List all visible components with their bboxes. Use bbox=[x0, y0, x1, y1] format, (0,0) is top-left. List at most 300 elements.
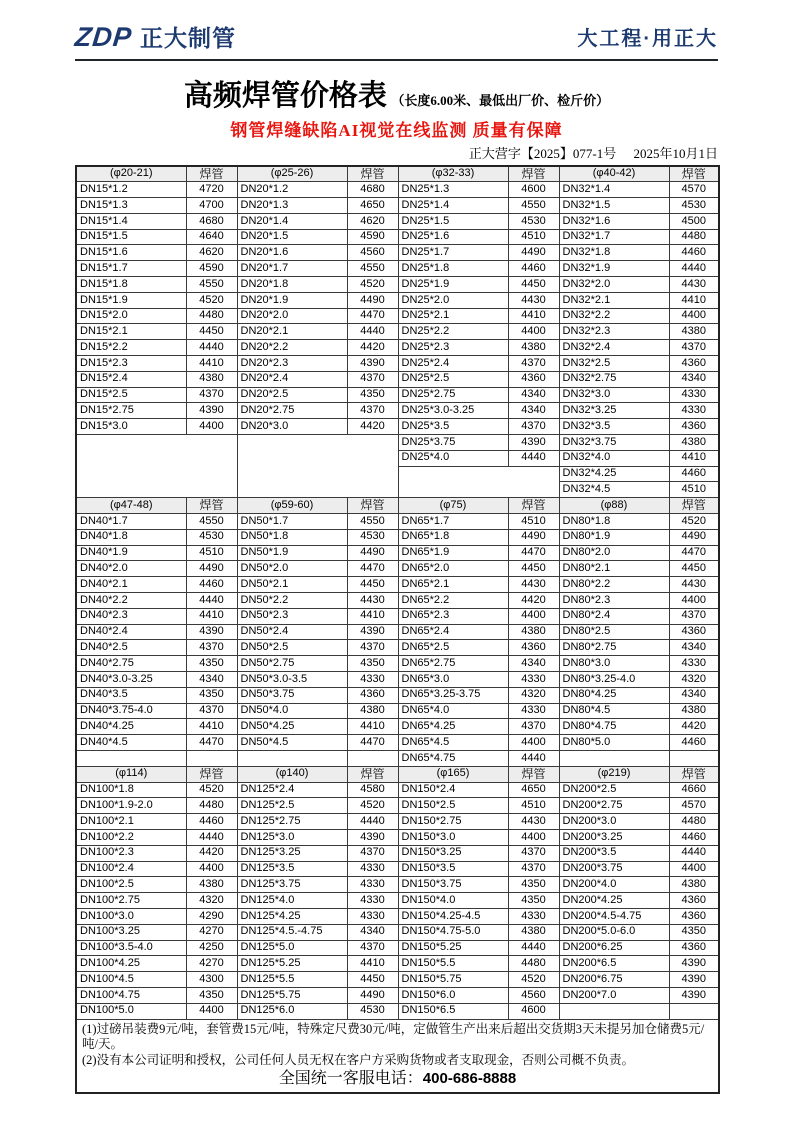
table-row bbox=[76, 624, 719, 640]
table-row bbox=[76, 940, 719, 956]
price-cell: 4510 bbox=[669, 482, 719, 498]
price-cell: 4350 bbox=[508, 877, 559, 893]
spec-cell: DN20*1.9 bbox=[237, 292, 347, 308]
spec-cell: DN125*6.0 bbox=[237, 1003, 347, 1019]
spec-cell: DN65*4.25 bbox=[398, 719, 508, 735]
price-cell: 4470 bbox=[186, 735, 237, 751]
price-cell: 4460 bbox=[186, 577, 237, 593]
spec-cell: DN32*2.3 bbox=[559, 324, 669, 340]
spec-cell: DN32*1.8 bbox=[559, 245, 669, 261]
spec-cell: DN32*1.6 bbox=[559, 213, 669, 229]
price-column-header: 焊管 bbox=[347, 498, 398, 514]
price-cell: 4550 bbox=[347, 514, 398, 530]
spec-cell: DN20*1.8 bbox=[237, 277, 347, 293]
price-cell: 4360 bbox=[669, 908, 719, 924]
price-cell: 4470 bbox=[347, 561, 398, 577]
empty-spec-cell bbox=[559, 1003, 669, 1019]
table-row bbox=[76, 514, 719, 530]
empty-price-cell bbox=[669, 1003, 719, 1019]
diameter-group-header: (φ219) bbox=[559, 766, 669, 782]
spec-cell: DN80*1.9 bbox=[559, 529, 669, 545]
spec-cell: DN40*1.7 bbox=[76, 514, 186, 530]
spec-cell: DN50*1.7 bbox=[237, 514, 347, 530]
price-cell: 4470 bbox=[347, 735, 398, 751]
spec-cell: DN25*1.4 bbox=[398, 198, 508, 214]
price-cell: 4440 bbox=[347, 324, 398, 340]
price-cell: 4350 bbox=[508, 893, 559, 909]
price-cell: 4380 bbox=[186, 877, 237, 893]
price-cell: 4340 bbox=[347, 924, 398, 940]
spec-cell: DN65*2.5 bbox=[398, 640, 508, 656]
price-cell: 4450 bbox=[508, 561, 559, 577]
price-cell: 4530 bbox=[508, 213, 559, 229]
spec-cell: DN20*2.3 bbox=[237, 356, 347, 372]
table-row bbox=[76, 213, 719, 229]
spec-cell: DN15*1.9 bbox=[76, 292, 186, 308]
price-cell: 4420 bbox=[669, 719, 719, 735]
spec-cell: DN50*2.5 bbox=[237, 640, 347, 656]
price-cell: 4340 bbox=[508, 387, 559, 403]
table-row bbox=[76, 829, 719, 845]
price-cell: 4440 bbox=[508, 940, 559, 956]
price-cell: 4350 bbox=[186, 656, 237, 672]
title-main: 高频焊管价格表 bbox=[183, 80, 387, 112]
spec-cell: DN125*3.25 bbox=[237, 845, 347, 861]
spec-cell: DN25*2.75 bbox=[398, 387, 508, 403]
price-cell: 4520 bbox=[186, 782, 237, 798]
price-column-header: 焊管 bbox=[186, 766, 237, 782]
price-cell: 4530 bbox=[669, 198, 719, 214]
price-cell: 4370 bbox=[508, 861, 559, 877]
spec-cell: DN100*2.75 bbox=[76, 893, 186, 909]
spec-cell: DN20*1.2 bbox=[237, 182, 347, 198]
table-row bbox=[76, 924, 719, 940]
spec-cell: DN65*1.9 bbox=[398, 545, 508, 561]
spec-cell: DN125*5.75 bbox=[237, 987, 347, 1003]
spec-cell: DN40*4.25 bbox=[76, 719, 186, 735]
price-cell: 4450 bbox=[347, 972, 398, 988]
spec-cell: DN65*1.8 bbox=[398, 529, 508, 545]
spec-cell: DN25*2.1 bbox=[398, 308, 508, 324]
price-cell: 4520 bbox=[347, 277, 398, 293]
price-cell: 4480 bbox=[508, 956, 559, 972]
empty-price-cell bbox=[669, 750, 719, 766]
spec-cell: DN150*3.75 bbox=[398, 877, 508, 893]
price-cell: 4650 bbox=[508, 782, 559, 798]
price-cell: 4270 bbox=[186, 924, 237, 940]
price-cell: 4460 bbox=[669, 735, 719, 751]
spec-cell: DN32*1.4 bbox=[559, 182, 669, 198]
spec-cell: DN40*2.2 bbox=[76, 593, 186, 609]
spec-cell: DN32*3.0 bbox=[559, 387, 669, 403]
spec-cell: DN65*1.7 bbox=[398, 514, 508, 530]
price-cell: 4340 bbox=[669, 687, 719, 703]
spec-cell: DN20*2.2 bbox=[237, 340, 347, 356]
spec-cell: DN20*2.5 bbox=[237, 387, 347, 403]
spec-cell: DN150*3.25 bbox=[398, 845, 508, 861]
spec-cell: DN100*4.5 bbox=[76, 972, 186, 988]
price-cell: 4410 bbox=[508, 308, 559, 324]
spec-cell: DN200*6.25 bbox=[559, 940, 669, 956]
price-cell: 4370 bbox=[669, 608, 719, 624]
spec-cell: DN50*1.8 bbox=[237, 529, 347, 545]
zdp-logo-mark: ZDP bbox=[73, 22, 134, 52]
spec-cell: DN20*3.0 bbox=[237, 419, 347, 435]
diameter-group-header: (φ59-60) bbox=[237, 498, 347, 514]
spec-cell: DN40*2.4 bbox=[76, 624, 186, 640]
price-cell: 4390 bbox=[347, 829, 398, 845]
price-column-header: 焊管 bbox=[669, 766, 719, 782]
spec-cell: DN40*2.75 bbox=[76, 656, 186, 672]
spec-cell: DN125*2.5 bbox=[237, 798, 347, 814]
price-cell: 4330 bbox=[347, 893, 398, 909]
price-cell: 4410 bbox=[669, 292, 719, 308]
price-cell: 4370 bbox=[508, 845, 559, 861]
spec-cell: DN15*1.4 bbox=[76, 213, 186, 229]
price-cell: 4380 bbox=[669, 703, 719, 719]
price-cell: 4330 bbox=[508, 672, 559, 688]
spec-cell: DN25*1.3 bbox=[398, 182, 508, 198]
spec-cell: DN100*1.9-2.0 bbox=[76, 798, 186, 814]
empty-spec-cell bbox=[237, 750, 347, 766]
table-row bbox=[76, 672, 719, 688]
spec-cell: DN40*2.0 bbox=[76, 561, 186, 577]
price-column-header: 焊管 bbox=[347, 166, 398, 182]
spec-cell: DN150*4.75-5.0 bbox=[398, 924, 508, 940]
price-cell: 4510 bbox=[508, 229, 559, 245]
spec-cell: DN80*5.0 bbox=[559, 735, 669, 751]
price-cell: 4520 bbox=[347, 798, 398, 814]
title-conditions: （长度6.00米、最低出厂价、检斤价） bbox=[391, 93, 610, 108]
price-cell: 4390 bbox=[186, 403, 237, 419]
price-cell: 4380 bbox=[669, 435, 719, 451]
spec-cell: DN40*2.1 bbox=[76, 577, 186, 593]
table-row bbox=[76, 340, 719, 356]
price-cell: 4530 bbox=[347, 1003, 398, 1019]
table-row bbox=[76, 956, 719, 972]
price-cell: 4660 bbox=[669, 782, 719, 798]
price-cell: 4410 bbox=[347, 719, 398, 735]
spec-cell: DN15*2.2 bbox=[76, 340, 186, 356]
diameter-group-header: (φ165) bbox=[398, 766, 508, 782]
spec-cell: DN65*2.1 bbox=[398, 577, 508, 593]
spec-cell: DN65*4.0 bbox=[398, 703, 508, 719]
price-cell: 4390 bbox=[669, 956, 719, 972]
spec-cell: DN25*2.3 bbox=[398, 340, 508, 356]
spec-cell: DN150*2.4 bbox=[398, 782, 508, 798]
spec-cell: DN100*2.5 bbox=[76, 877, 186, 893]
table-row bbox=[76, 814, 719, 830]
price-cell: 4390 bbox=[669, 972, 719, 988]
price-cell: 4430 bbox=[508, 577, 559, 593]
price-cell: 4510 bbox=[186, 545, 237, 561]
spec-cell: DN50*4.5 bbox=[237, 735, 347, 751]
service-label: 全国统一客服电话： bbox=[278, 1070, 423, 1088]
price-cell: 4480 bbox=[669, 814, 719, 830]
footer-note-1: (1)过磅吊装费9元/吨，套管费15元/吨，特殊定尺费30元/吨，定做管生产出来后超出交货期3天未提另加仓储费5元/吨/天。 bbox=[82, 1021, 705, 1052]
spec-cell: DN80*3.25-4.0 bbox=[559, 672, 669, 688]
price-cell: 4460 bbox=[186, 814, 237, 830]
company-name: 正大制管 bbox=[140, 25, 236, 51]
price-cell: 4570 bbox=[669, 182, 719, 198]
price-cell: 4400 bbox=[186, 861, 237, 877]
price-cell: 4380 bbox=[186, 371, 237, 387]
table-row bbox=[76, 277, 719, 293]
spec-cell: DN200*6.5 bbox=[559, 956, 669, 972]
empty-spec-cell bbox=[559, 750, 669, 766]
spec-cell: DN25*3.5 bbox=[398, 419, 508, 435]
price-column-header: 焊管 bbox=[186, 166, 237, 182]
spec-cell: DN200*7.0 bbox=[559, 987, 669, 1003]
price-cell: 4590 bbox=[347, 229, 398, 245]
spec-cell: DN15*2.3 bbox=[76, 356, 186, 372]
price-cell: 4350 bbox=[186, 687, 237, 703]
spec-cell: DN32*4.25 bbox=[559, 466, 669, 482]
spec-cell: DN50*4.25 bbox=[237, 719, 347, 735]
price-cell: 4390 bbox=[669, 987, 719, 1003]
price-cell: 4380 bbox=[669, 877, 719, 893]
price-cell: 4720 bbox=[186, 182, 237, 198]
diameter-group-header: (φ40-42) bbox=[559, 166, 669, 182]
price-cell: 4680 bbox=[186, 213, 237, 229]
spec-cell: DN50*3.0-3.5 bbox=[237, 672, 347, 688]
spec-cell: DN100*4.75 bbox=[76, 987, 186, 1003]
price-cell: 4370 bbox=[669, 340, 719, 356]
spec-cell: DN80*2.3 bbox=[559, 593, 669, 609]
price-cell: 4430 bbox=[508, 814, 559, 830]
spec-cell: DN150*5.5 bbox=[398, 956, 508, 972]
spec-cell: DN200*3.75 bbox=[559, 861, 669, 877]
price-cell: 4330 bbox=[669, 403, 719, 419]
price-cell: 4370 bbox=[347, 371, 398, 387]
empty-price-cell bbox=[186, 750, 237, 766]
price-cell: 4570 bbox=[669, 798, 719, 814]
price-cell: 4330 bbox=[347, 908, 398, 924]
spec-cell: DN125*5.5 bbox=[237, 972, 347, 988]
table-row bbox=[76, 577, 719, 593]
price-cell: 4550 bbox=[347, 261, 398, 277]
price-cell: 4330 bbox=[669, 656, 719, 672]
spec-cell: DN150*6.0 bbox=[398, 987, 508, 1003]
spec-cell: DN25*3.0-3.25 bbox=[398, 403, 508, 419]
spec-cell: DN80*2.0 bbox=[559, 545, 669, 561]
price-cell: 4430 bbox=[669, 577, 719, 593]
price-cell: 4440 bbox=[508, 750, 559, 766]
price-cell: 4370 bbox=[347, 845, 398, 861]
price-cell: 4360 bbox=[508, 640, 559, 656]
spec-cell: DN20*1.3 bbox=[237, 198, 347, 214]
spec-cell: DN200*3.5 bbox=[559, 845, 669, 861]
spec-cell: DN80*2.5 bbox=[559, 624, 669, 640]
table-row bbox=[76, 782, 719, 798]
price-cell: 4360 bbox=[669, 893, 719, 909]
spec-cell: DN50*1.9 bbox=[237, 545, 347, 561]
price-cell: 4430 bbox=[669, 277, 719, 293]
spec-cell: DN32*2.2 bbox=[559, 308, 669, 324]
price-cell: 4410 bbox=[669, 450, 719, 466]
price-cell: 4290 bbox=[186, 908, 237, 924]
price-cell: 4490 bbox=[508, 529, 559, 545]
price-cell: 4450 bbox=[186, 324, 237, 340]
spec-cell: DN200*6.75 bbox=[559, 972, 669, 988]
spec-cell: DN150*4.25-4.5 bbox=[398, 908, 508, 924]
table-row bbox=[76, 435, 719, 451]
doc-number: 正大营字【2025】077-1号 bbox=[468, 146, 617, 161]
spec-cell: DN200*4.25 bbox=[559, 893, 669, 909]
spec-cell: DN25*3.75 bbox=[398, 435, 508, 451]
price-cell: 4330 bbox=[508, 908, 559, 924]
price-cell: 4400 bbox=[669, 308, 719, 324]
table-row bbox=[76, 292, 719, 308]
price-cell: 4680 bbox=[347, 182, 398, 198]
section-header-row bbox=[76, 498, 719, 514]
customer-service-line bbox=[82, 1071, 713, 1088]
price-cell: 4470 bbox=[508, 545, 559, 561]
price-cell: 4400 bbox=[669, 593, 719, 609]
price-cell: 4340 bbox=[508, 656, 559, 672]
price-cell: 4400 bbox=[508, 829, 559, 845]
price-cell: 4400 bbox=[186, 1003, 237, 1019]
spec-cell: DN15*1.5 bbox=[76, 229, 186, 245]
price-cell: 4340 bbox=[669, 371, 719, 387]
price-cell: 4300 bbox=[186, 972, 237, 988]
table-row bbox=[76, 972, 719, 988]
diameter-group-header: (φ140) bbox=[237, 766, 347, 782]
price-cell: 4510 bbox=[508, 798, 559, 814]
spec-cell: DN65*4.75 bbox=[398, 750, 508, 766]
table-row bbox=[76, 356, 719, 372]
table-row bbox=[76, 893, 719, 909]
spec-cell: DN50*4.0 bbox=[237, 703, 347, 719]
price-cell: 4360 bbox=[669, 624, 719, 640]
spec-cell: DN25*1.6 bbox=[398, 229, 508, 245]
price-cell: 4490 bbox=[186, 561, 237, 577]
price-cell: 4560 bbox=[347, 245, 398, 261]
spec-cell: DN125*2.75 bbox=[237, 814, 347, 830]
spec-cell: DN150*5.75 bbox=[398, 972, 508, 988]
price-column-header: 焊管 bbox=[669, 166, 719, 182]
price-cell: 4370 bbox=[186, 640, 237, 656]
price-cell: 4360 bbox=[508, 371, 559, 387]
table-row bbox=[76, 324, 719, 340]
spec-cell: DN25*1.8 bbox=[398, 261, 508, 277]
price-cell: 4480 bbox=[186, 798, 237, 814]
spec-cell: DN15*2.1 bbox=[76, 324, 186, 340]
spec-cell: DN32*2.75 bbox=[559, 371, 669, 387]
table-row bbox=[76, 687, 719, 703]
spec-cell: DN40*1.8 bbox=[76, 529, 186, 545]
diameter-group-header: (φ75) bbox=[398, 498, 508, 514]
spec-cell: DN15*1.7 bbox=[76, 261, 186, 277]
price-cell: 4650 bbox=[347, 198, 398, 214]
empty-spec-cell bbox=[76, 750, 186, 766]
price-cell: 4620 bbox=[347, 213, 398, 229]
table-row bbox=[76, 1003, 719, 1019]
section-header-row bbox=[76, 766, 719, 782]
price-cell: 4360 bbox=[669, 940, 719, 956]
price-cell: 4450 bbox=[347, 577, 398, 593]
diameter-group-header: (φ25-26) bbox=[237, 166, 347, 182]
table-row bbox=[76, 403, 719, 419]
price-cell: 4410 bbox=[186, 356, 237, 372]
price-cell: 4440 bbox=[669, 261, 719, 277]
spec-cell: DN50*2.75 bbox=[237, 656, 347, 672]
doc-date: 2025年10月1日 bbox=[633, 146, 718, 161]
price-cell: 4360 bbox=[669, 419, 719, 435]
spec-cell: DN40*3.75-4.0 bbox=[76, 703, 186, 719]
spec-cell: DN150*5.25 bbox=[398, 940, 508, 956]
spec-cell: DN50*2.3 bbox=[237, 608, 347, 624]
brand-header bbox=[75, 20, 718, 61]
empty-merged-cell bbox=[398, 466, 559, 498]
spec-cell: DN125*3.75 bbox=[237, 877, 347, 893]
price-cell: 4370 bbox=[186, 703, 237, 719]
spec-cell: DN20*1.7 bbox=[237, 261, 347, 277]
price-cell: 4270 bbox=[186, 956, 237, 972]
price-cell: 4420 bbox=[508, 593, 559, 609]
spec-cell: DN50*2.0 bbox=[237, 561, 347, 577]
spec-cell: DN65*2.4 bbox=[398, 624, 508, 640]
price-cell: 4530 bbox=[347, 529, 398, 545]
spec-cell: DN40*3.5 bbox=[76, 687, 186, 703]
price-cell: 4420 bbox=[347, 340, 398, 356]
price-cell: 4320 bbox=[186, 893, 237, 909]
diameter-group-header: (φ114) bbox=[76, 766, 186, 782]
price-cell: 4520 bbox=[186, 292, 237, 308]
diameter-group-header: (φ20-21) bbox=[76, 166, 186, 182]
price-cell: 4460 bbox=[669, 829, 719, 845]
table-row bbox=[76, 419, 719, 435]
price-cell: 4490 bbox=[347, 987, 398, 1003]
price-cell: 4400 bbox=[186, 419, 237, 435]
price-cell: 4580 bbox=[347, 782, 398, 798]
table-row bbox=[76, 593, 719, 609]
spec-cell: DN15*2.75 bbox=[76, 403, 186, 419]
price-cell: 4380 bbox=[347, 703, 398, 719]
price-cell: 4370 bbox=[508, 356, 559, 372]
doc-number-line bbox=[75, 143, 718, 162]
price-cell: 4400 bbox=[508, 735, 559, 751]
table-row bbox=[76, 987, 719, 1003]
price-cell: 4370 bbox=[347, 403, 398, 419]
spec-cell: DN50*3.75 bbox=[237, 687, 347, 703]
spec-cell: DN32*1.9 bbox=[559, 261, 669, 277]
footer-row bbox=[76, 1019, 719, 1093]
price-cell: 4390 bbox=[347, 356, 398, 372]
pipe-price-table bbox=[75, 165, 720, 1094]
table-row bbox=[76, 703, 719, 719]
price-cell: 4600 bbox=[508, 182, 559, 198]
table-row bbox=[76, 640, 719, 656]
spec-cell: DN80*1.8 bbox=[559, 514, 669, 530]
footer-note-2: (2)没有本公司证明和授权，公司任何人员无权在客户方采购货物或者支取现金，否则公司概不负责。 bbox=[82, 1052, 635, 1067]
spec-cell: DN32*1.7 bbox=[559, 229, 669, 245]
quality-subtitle: 钢管焊缝缺陷AI视觉在线监测 质量有保障 bbox=[230, 121, 563, 140]
table-row bbox=[76, 308, 719, 324]
price-cell: 4600 bbox=[508, 1003, 559, 1019]
spec-cell: DN200*3.0 bbox=[559, 814, 669, 830]
table-row bbox=[76, 245, 719, 261]
table-row bbox=[76, 750, 719, 766]
spec-cell: DN100*3.0 bbox=[76, 908, 186, 924]
price-cell: 4490 bbox=[508, 245, 559, 261]
spec-cell: DN125*4.25 bbox=[237, 908, 347, 924]
price-cell: 4390 bbox=[508, 435, 559, 451]
spec-cell: DN125*2.4 bbox=[237, 782, 347, 798]
spec-cell: DN65*2.2 bbox=[398, 593, 508, 609]
price-cell: 4420 bbox=[347, 419, 398, 435]
spec-cell: DN80*2.4 bbox=[559, 608, 669, 624]
